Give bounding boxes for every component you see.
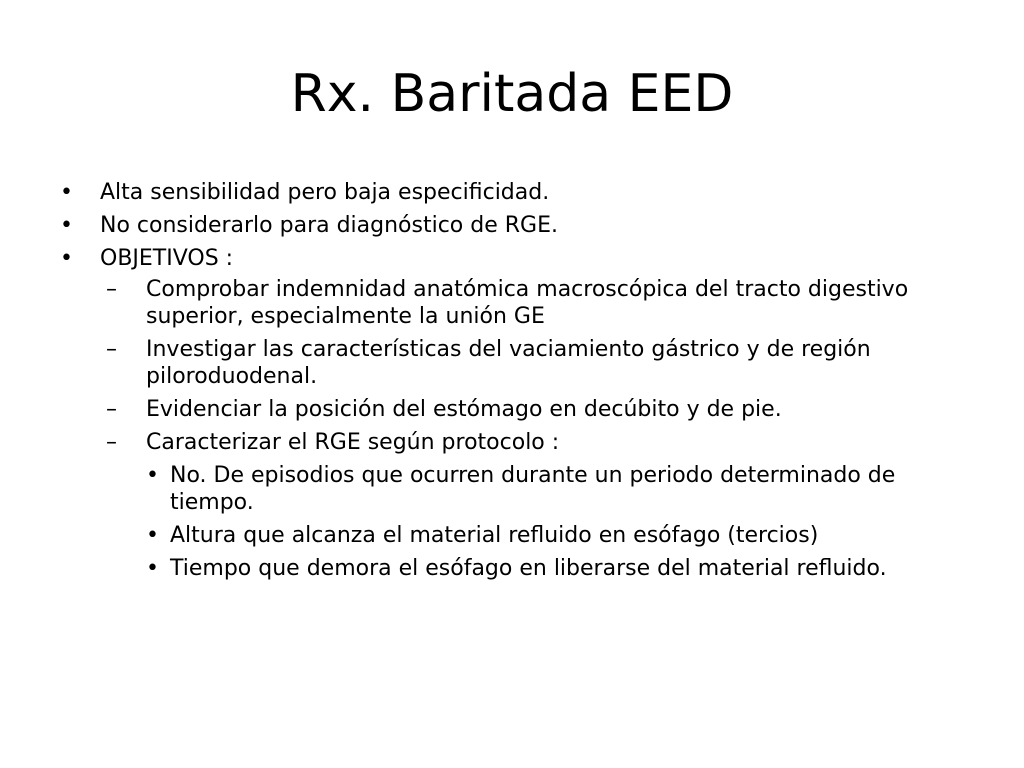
dash-icon: – [106, 430, 117, 455]
sub-list-item [100, 396, 960, 423]
sub-sub-list [126, 462, 960, 582]
sub-list-item-text: Caracterizar el RGE según protocolo : [146, 430, 560, 455]
bullet-icon: • [146, 523, 159, 548]
list-item-text: OBJETIVOS : [100, 246, 234, 271]
bullet-list [60, 178, 960, 582]
bullet-icon: • [146, 556, 159, 581]
sub-list-item [100, 276, 960, 330]
list-item [60, 244, 960, 582]
sub-list-item-text: Investigar las características del vaciamiento gástrico y de región piloroduodenal. [146, 337, 871, 389]
slide-title: Rx. Baritada EED [290, 64, 734, 124]
list-item-text: No considerarlo para diagnóstico de RGE. [100, 213, 558, 238]
sub-sub-list-item-text: Altura que alcanza el material refluido en esófago (tercios) [170, 523, 819, 548]
sub-list-item-text: Comprobar indemnidad anatómica macroscópica del tracto digestivo superior, especialmente la unión GE [146, 277, 909, 329]
sub-sub-list-item [146, 522, 960, 549]
sub-sub-list-item-text: Tiempo que demora el esófago en liberarse del material refluido. [170, 556, 887, 581]
sub-list-item [100, 429, 960, 582]
dash-icon: – [106, 277, 117, 302]
list-item [60, 178, 960, 208]
list-item [60, 211, 960, 241]
sub-sub-list-item [146, 462, 960, 516]
bullet-icon: • [60, 213, 73, 238]
list-item-text: Alta sensibilidad pero baja especificidad. [100, 180, 550, 205]
sub-sub-list-item [146, 555, 960, 582]
bullet-icon: • [60, 246, 73, 271]
dash-icon: – [106, 337, 117, 362]
sub-list [60, 276, 960, 582]
bullet-icon: • [146, 463, 159, 488]
sub-sub-list-item-text: No. De episodios que ocurren durante un periodo determinado de tiempo. [170, 463, 896, 515]
dash-icon: – [106, 397, 117, 422]
sub-list-item-text: Evidenciar la posición del estómago en decúbito y de pie. [146, 397, 782, 422]
sub-list-item [100, 336, 960, 390]
bullet-icon: • [60, 180, 73, 205]
slide-body [60, 178, 960, 588]
